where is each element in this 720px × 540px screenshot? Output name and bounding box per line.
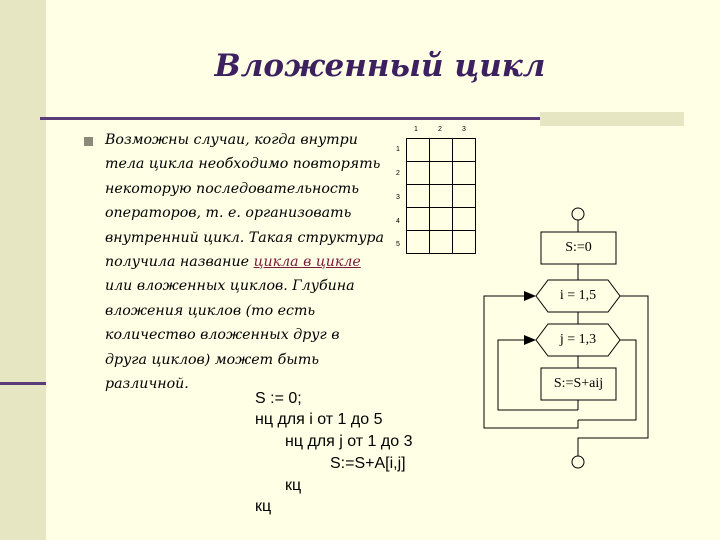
inner-loop-arrow-icon	[524, 335, 536, 345]
code-line-4: S:=S+A[i,j]	[330, 455, 406, 472]
paragraph-text-end: или вложенных циклов. Глубина вложения циклов (то есть количество вложенных друг в друга циклов) может быть различной.	[105, 278, 355, 393]
row-label-1: 1	[396, 146, 400, 153]
flowchart-inner-loop-label: j = 1,3	[559, 332, 597, 347]
code-line-1: S := 0;	[255, 390, 302, 407]
col-label-2: 2	[438, 126, 442, 133]
flowchart-body-label: S:=S+aij	[553, 376, 604, 391]
code-line-6: кц	[255, 498, 272, 515]
flowchart-init-label: S:=0	[565, 240, 592, 255]
code-line-2: нц для i от 1 до 5	[255, 411, 383, 428]
code-line-3: нц для j от 1 до 3	[285, 433, 413, 450]
row-label-2: 2	[396, 170, 400, 177]
row-label-5: 5	[396, 241, 400, 248]
nested-loop-link[interactable]: цикла в цикле	[253, 254, 361, 271]
col-label-3: 3	[462, 126, 466, 133]
row-label-3: 3	[396, 194, 400, 201]
col-label-1: 1	[414, 126, 418, 133]
slide-title: Вложенный цикл	[214, 48, 546, 84]
paragraph-text-start: Возможны случаи, когда внутри тела цикла необходимо повторять некоторую последовательность операторов, т. е. организовать внутренний цикл. Такая структура получила название	[105, 132, 384, 271]
flowchart-end-node	[572, 456, 584, 468]
code-line-5: кц	[285, 477, 302, 494]
row-label-4: 4	[396, 218, 400, 225]
flowchart-outer-loop-label: i = 1,5	[559, 288, 597, 303]
outer-loop-arrow-icon	[524, 291, 536, 301]
flowchart-start-node	[572, 208, 584, 220]
